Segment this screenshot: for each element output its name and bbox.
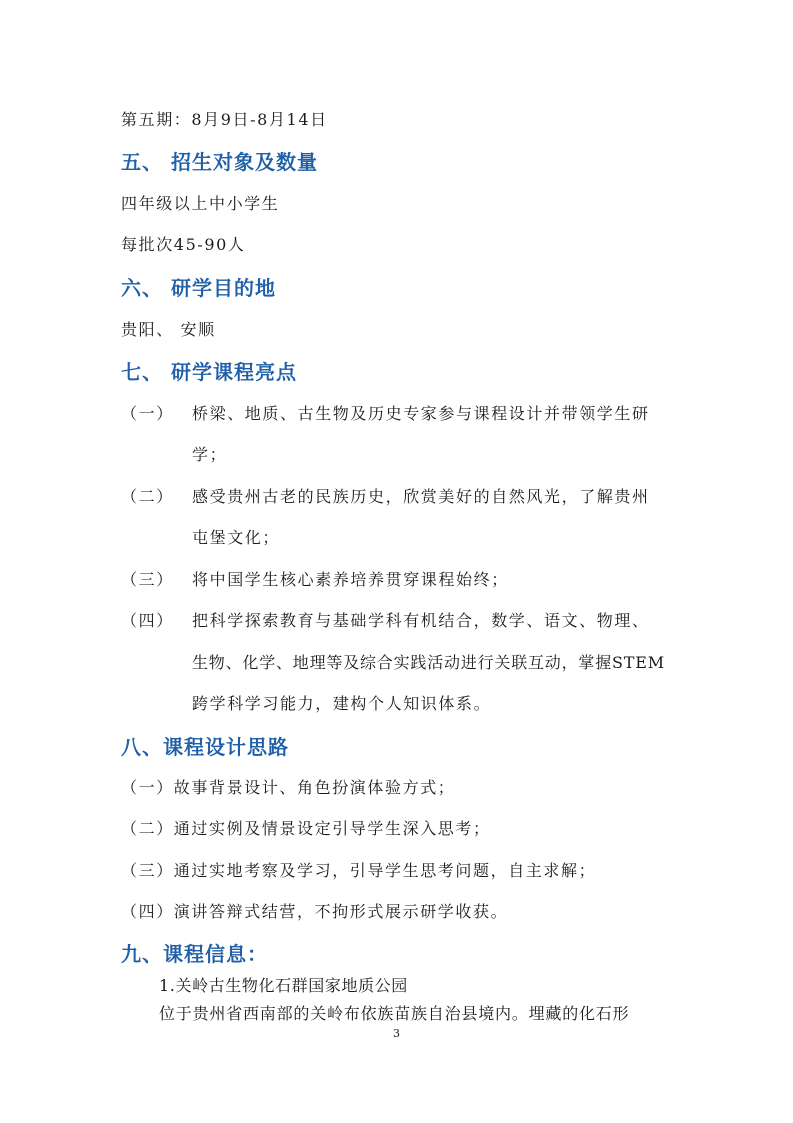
section-heading-9: 九、课程信息：: [121, 942, 268, 966]
list-item-number: （一）: [121, 404, 174, 423]
section-heading-5: 五、 招生对象及数量: [121, 150, 318, 174]
list-item: （三）通过实地考察及学习，引导学生思考问题，自主求解；: [121, 861, 597, 880]
enrollment-batch-line: 每批次45-90人: [121, 235, 246, 254]
course-info-text: 位于贵州省西南部的关岭布依族苗族自治县境内。埋藏的化石形: [159, 1004, 630, 1023]
list-item-text-cont: 学；: [192, 445, 228, 464]
list-item-text: 将中国学生核心素养培养贯穿课程始终；: [192, 570, 509, 589]
list-item: （一）故事背景设计、角色扮演体验方式；: [121, 778, 456, 797]
enrollment-grade-line: 四年级以上中小学生: [121, 194, 280, 213]
section-heading-6: 六、 研学目的地: [121, 276, 276, 300]
destination-line: 贵阳、 安顺: [121, 320, 216, 339]
list-item-text: 把科学探索教育与基础学科有机结合，数学、语文、物理、: [192, 611, 650, 630]
section-heading-7: 七、 研学课程亮点: [121, 360, 297, 384]
list-item: （二）通过实例及情景设定引导学生深入思考；: [121, 819, 491, 838]
list-item-text-cont: 屯堡文化；: [192, 528, 281, 547]
list-item-number: （四）: [121, 611, 174, 630]
list-item-text-cont: 生物、化学、地理等及综合实践活动进行关联互动，掌握STEM: [192, 653, 665, 672]
list-item-number: （三）: [121, 570, 174, 589]
period-five-line: 第五期：8月9日-8月14日: [121, 110, 328, 129]
section-heading-8: 八、课程设计思路: [121, 735, 289, 759]
list-item: （四）演讲答辩式结营，不拘形式展示研学收获。: [121, 902, 509, 921]
page-number: 3: [393, 1027, 400, 1040]
list-item-number: （二）: [121, 487, 174, 506]
list-item-text-cont: 跨学科学习能力，建构个人知识体系。: [192, 694, 492, 713]
list-item-text: 感受贵州古老的民族历史，欣赏美好的自然风光，了解贵州: [192, 487, 650, 506]
course-info-title: 1.关岭古生物化石群国家地质公园: [159, 976, 408, 995]
list-item-text: 桥梁、地质、古生物及历史专家参与课程设计并带领学生研: [192, 404, 650, 423]
